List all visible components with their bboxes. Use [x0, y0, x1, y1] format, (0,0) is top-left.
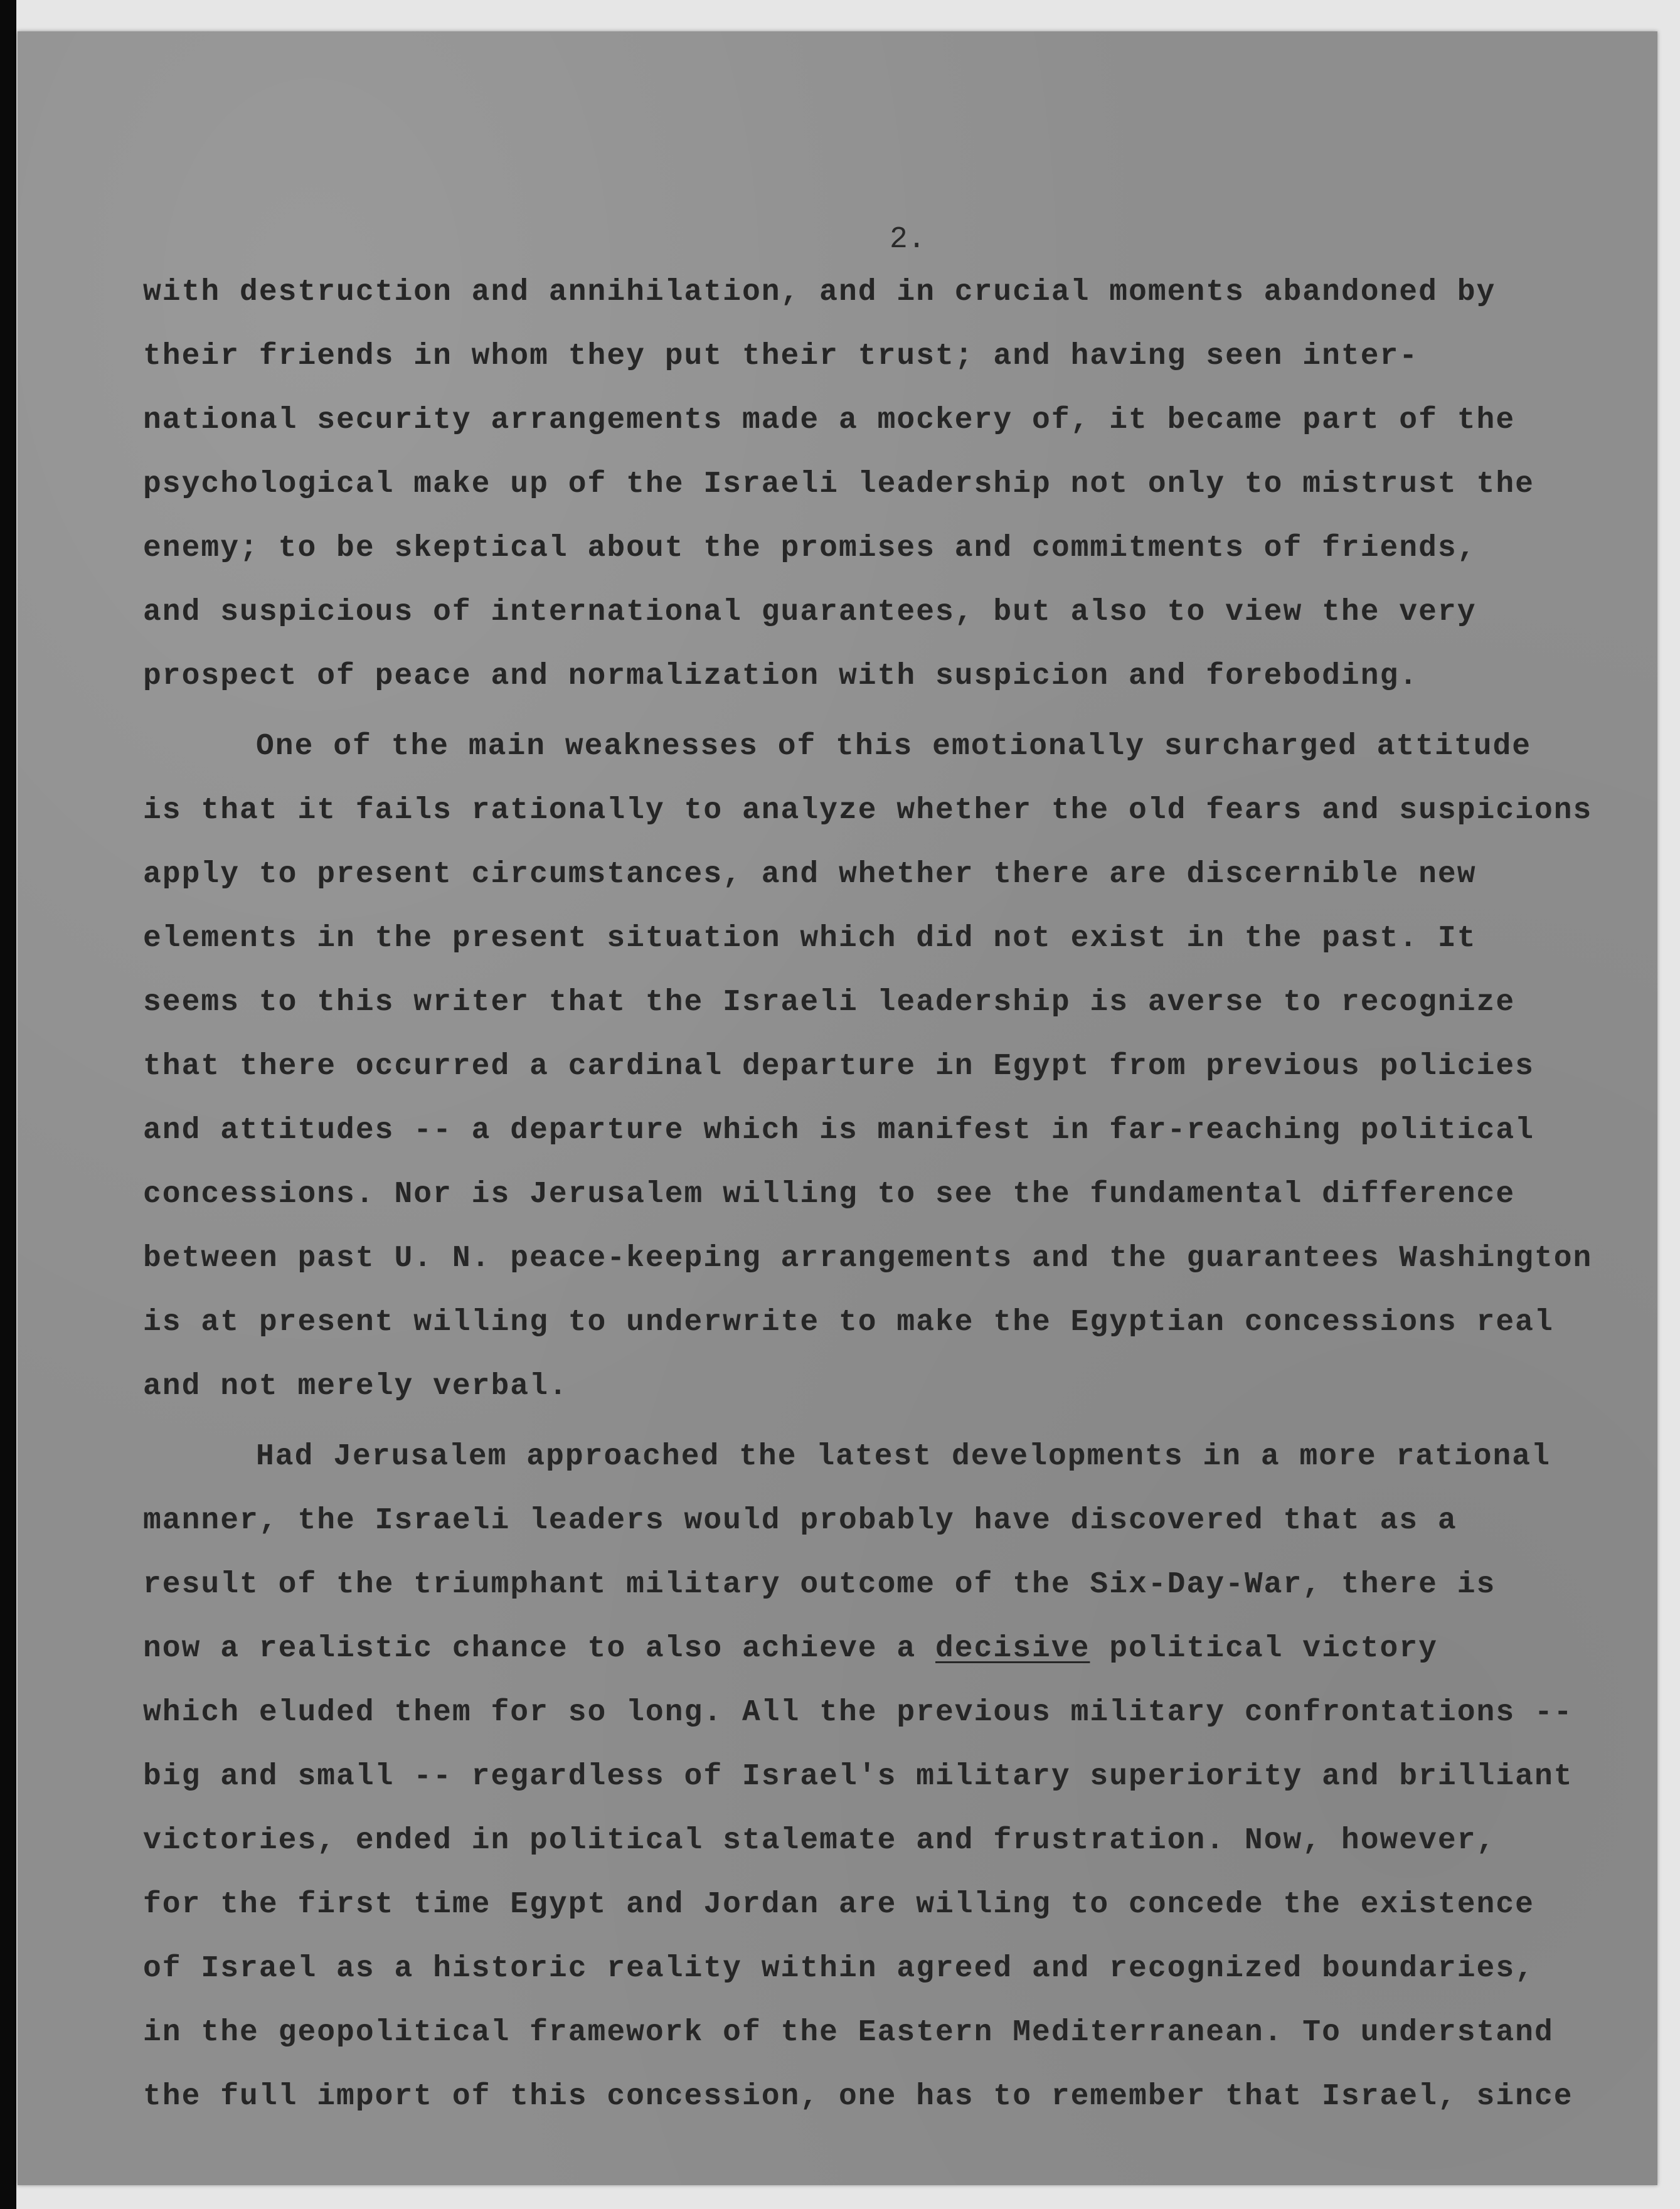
paragraph-2 — [143, 715, 1605, 1419]
text-line: and attitudes -- a departure which is manifest in far-reaching political — [143, 1114, 1534, 1147]
text-line: and suspicious of international guarantees, but also to view the very — [143, 595, 1477, 629]
text-line: One of the main weaknesses of this emotionally surcharged attitude — [256, 730, 1532, 764]
text-line: enemy; to be skeptical about the promises and commitments of friends, — [143, 531, 1477, 565]
document-body — [143, 260, 1605, 2129]
paragraph-1 — [143, 260, 1605, 708]
text-line: apply to present circumstances, and whether there are discernible new — [143, 858, 1477, 892]
text-line: that there occurred a cardinal departure in Egypt from previous policies — [143, 1050, 1534, 1083]
text-line: national security arrangements made a mockery of, it became part of the — [143, 403, 1516, 437]
text-line: is at present willing to underwrite to make the Egyptian concessions real — [143, 1306, 1554, 1339]
text-line: victories, ended in political stalemate and frustration. Now, however, — [143, 1824, 1496, 1858]
text-line: their friends in whom they put their trust; and having seen inter- — [143, 339, 1419, 373]
page-number: 2. — [890, 223, 926, 257]
document-page — [18, 31, 1657, 2185]
text-line: big and small -- regardless of Israel's military superiority and brilliant — [143, 1760, 1573, 1794]
text-line: which eluded them for so long. All the previous military confrontations -- — [143, 1696, 1573, 1730]
text-line: Had Jerusalem approached the latest developments in a more rational — [256, 1440, 1551, 1474]
text-line: of Israel as a historic reality within agreed and recognized boundaries, — [143, 1952, 1534, 1986]
scan-edge — [0, 0, 16, 2209]
text-line: prospect of peace and normalization with suspicion and foreboding. — [143, 659, 1419, 693]
text-line: with destruction and annihilation, and in crucial moments abandoned by — [143, 275, 1496, 309]
text-line: for the first time Egypt and Jordan are willing to concede the existence — [143, 1888, 1534, 1922]
underlined-word: decisive — [935, 1632, 1090, 1666]
text-line: psychological make up of the Israeli leadership not only to mistrust the — [143, 467, 1534, 501]
paragraph-3 — [143, 1425, 1605, 2129]
text-line: and not merely verbal. — [143, 1370, 568, 1403]
text-line: manner, the Israeli leaders would probably have discovered that as a — [143, 1504, 1457, 1538]
text-line: concessions. Nor is Jerusalem willing to see the fundamental difference — [143, 1178, 1516, 1211]
text-line: elements in the present situation which did not exist in the past. It — [143, 922, 1477, 955]
text-line: result of the triumphant military outcome of the Six-Day-War, there is — [143, 1568, 1496, 1602]
text-line: in the geopolitical framework of the Eastern Mediterranean. To understand — [143, 2016, 1554, 2050]
text-line: between past U. N. peace-keeping arrangements and the guarantees Washington — [143, 1242, 1593, 1275]
text-line: is that it fails rationally to analyze whether the old fears and suspicions — [143, 794, 1593, 828]
text-line: seems to this writer that the Israeli leadership is averse to recognize — [143, 986, 1516, 1019]
text-line: the full import of this concession, one has to remember that Israel, since — [143, 2080, 1573, 2114]
text-line: now a realistic chance to also achieve a decisive political victory — [143, 1632, 1438, 1666]
